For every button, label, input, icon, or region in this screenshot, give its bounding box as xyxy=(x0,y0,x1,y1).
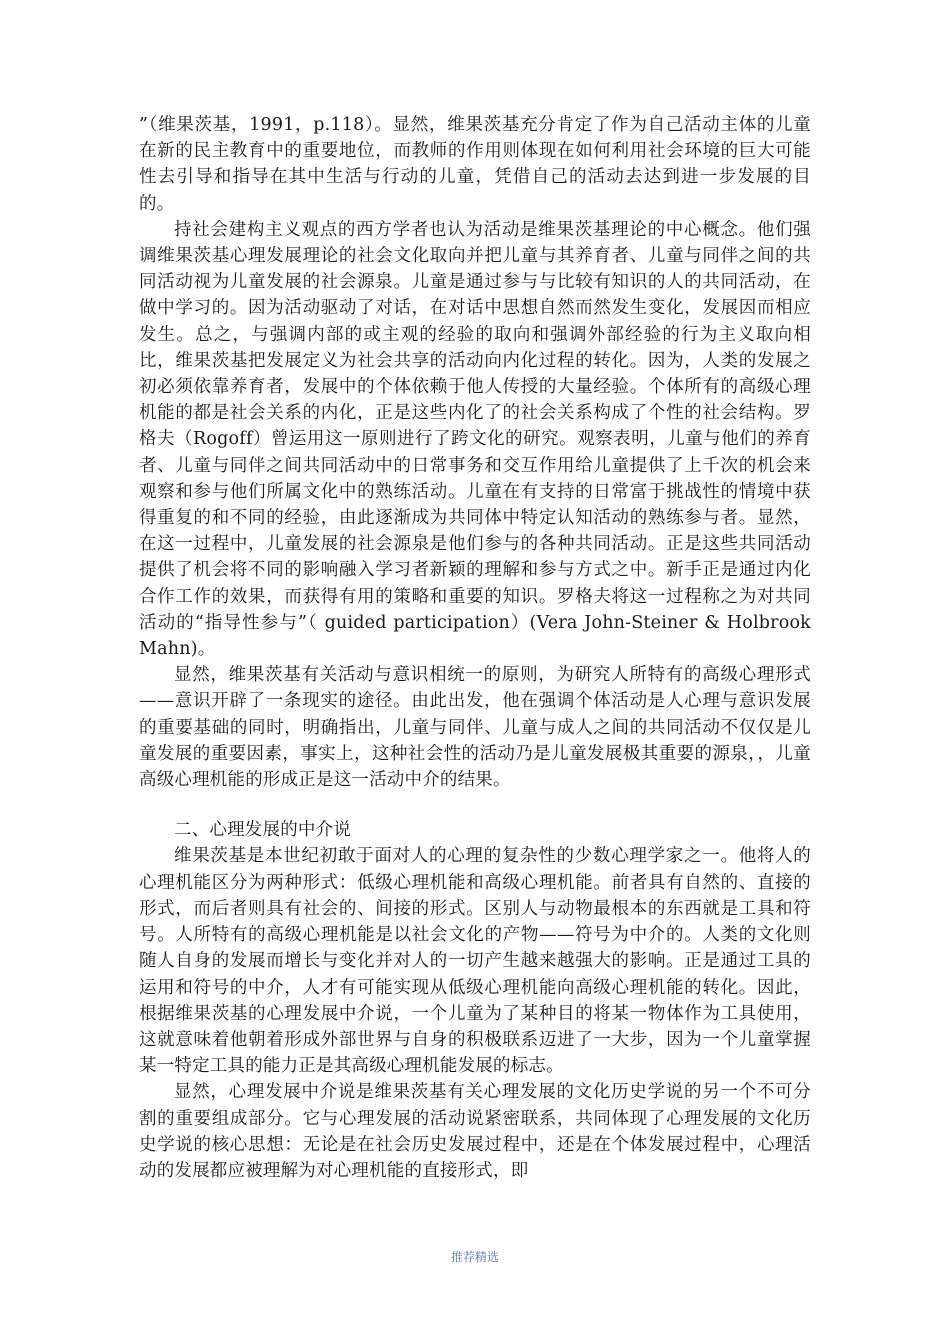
section-heading: 二、心理发展的中介说 xyxy=(174,820,351,841)
paragraph-4: 维果茨基是本世纪初敢于面对人的心理的复杂性的少数心理学家之一。他将人的心理机能区分为两种形式：低级心理机能和高级心理机能。前者具有自然的、直接的形式，而后者则具有社会的、间接的形式。区别人与动物最根本的东西就是工具和符号。人所特有的高级心理机能是以社会文化的产物——符号为中介的。人类的文化则随人自身的发展而增长与变化并对人的一切产生越来越强大的影响。正是通过工具的运用和符号的中介，人才有可能实现从低级心理机能向高级心理机能的转化。因此，根据维果茨基的心理发展中介说，一个儿童为了某种目的将某一物体作为工具使用，这就意味着他朝着形成外部世界与自身的积极联系迈进了一大步，因为一个儿童掌握某一特定工具的能力正是其高级心理机能发展的标志。 xyxy=(139,846,811,1077)
paragraph-3: 显然，维果茨基有关活动与意识相统一的原则，为研究人所特有的高级心理形式——意识开辟了一条现实的途径。由此出发，他在强调个体活动是人心理与意识发展的重要基础的同时，明确指出，儿童与同伴、儿童与成人之间的共同活动不仅仅是儿童发展的重要因素，事实上，这种社会性的活动乃是儿童发展极其重要的源泉，，儿童高级心理机能的形成正是这一活动中介的结果。 xyxy=(139,665,811,791)
page-footer: 推荐精选 xyxy=(450,1250,499,1264)
paragraph-1: ”（维果茨基，1991，p.118）。显然，维果茨基充分肯定了作为自己活动主体的儿童在新的民主教育中的重要地位，而教师的作用则体现在如何利用社会环境的巨大可能性去引导和指导在其中生活与行动的儿童，凭借自己的活动去达到进一步发展的目的。 xyxy=(139,115,811,214)
document-body xyxy=(139,112,811,1184)
paragraph-5: 显然，心理发展中介说是维果茨基有关心理发展的文化历史学说的另一个不可分割的重要组成部分。它与心理发展的活动说紧密联系，共同体现了心理发展的文化历史学说的核心思想：无论是在社会历史发展过程中，还是在个体发展过程中，心理活动的发展都应被理解为对心理机能的直接形式，即 xyxy=(139,1082,811,1181)
paragraph-2: 持社会建构主义观点的西方学者也认为活动是维果茨基理论的中心概念。他们强调维果茨基心理发展理论的社会文化取向并把儿童与其养育者、儿童与同伴之间的共同活动视为儿童发展的社会源泉。儿童是通过参与与比较有知识的人的共同活动，在做中学习的。因为活动驱动了对话，在对话中思想自然而然发生变化，发展因而相应发生。总之，与强调内部的或主观的经验的取向和强调外部经验的行为主义取向相比，维果茨基把发展定义为社会共享的活动向内化过程的转化。因为，人类的发展之初必须依靠养育者，发展中的个体依赖于他人传授的大量经验。个体所有的高级心理机能的都是社会关系的内化，正是这些内化了的社会关系构成了个性的社会结构。罗格夫（Rogoff）曾运用这一原则进行了跨文化的研究。观察表明，儿童与他们的养育者、儿童与同伴之间共同活动中的日常事务和交互作用给儿童提供了上千次的机会来观察和参与他们所属文化中的熟练活动。儿童在有支持的日常富于挑战性的情境中获得重复的和不同的经验，由此逐渐成为共同体中特定认知活动的熟练参与者。显然，在这一过程中，儿童发展的社会源泉是他们参与的各种共同活动。正是这些共同活动提供了机会将不同的影响融入学习者新颖的理解和参与方式之中。新手正是通过内化合作工作的效果，而获得有用的策略和重要的知识。罗格夫将这一过程称之为对共同活动的“指导性参与”（ guided participation）(Vera John-Steiner & Holbrook Mahn)。 xyxy=(139,219,811,660)
